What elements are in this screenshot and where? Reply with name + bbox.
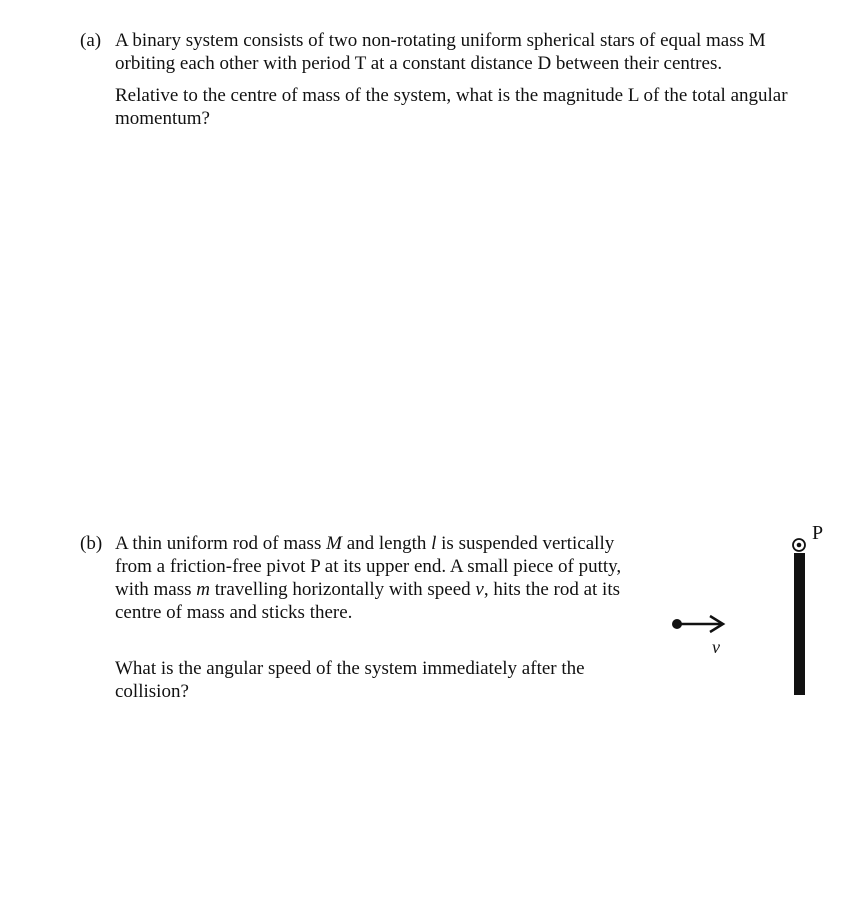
rod — [794, 553, 805, 695]
part-a-p2-line-1: Relative to the centre of mass of the system, what is the magnitude L of the total angular — [115, 85, 788, 106]
part-a-paragraph-2 — [115, 84, 788, 130]
part-b-label: (b) — [80, 533, 103, 554]
part-b-p2-line-2: collision? — [115, 681, 189, 702]
part-b-paragraph-1 — [115, 532, 621, 624]
part-a-p2-line-2: momentum? — [115, 108, 210, 129]
symbol-putty-mass: m — [196, 579, 211, 600]
rod-putty-diagram — [660, 515, 835, 705]
velocity-label: v — [712, 637, 720, 657]
part-b-p2-line-1: What is the angular speed of the system immediately after the — [115, 658, 585, 679]
part-b-p1-line-3 — [115, 578, 621, 601]
text-segment: travelling horizontally with speed — [210, 579, 476, 600]
part-b-p1-line-2: from a friction-free pivot P at its upper end. A small piece of putty, — [115, 556, 622, 577]
text-segment: A thin uniform rod of mass — [115, 533, 327, 554]
text-segment: is suspended vertically — [436, 533, 615, 554]
pivot-dot — [797, 543, 802, 548]
symbol-rod-mass: M — [326, 533, 342, 554]
text-segment: with mass — [115, 579, 197, 600]
symbol-rod-length: l — [431, 533, 437, 554]
part-a-paragraph-1 — [115, 29, 766, 75]
text-segment: and length — [341, 533, 432, 554]
part-a-label: (a) — [80, 30, 102, 51]
part-a-p1-line-1: A binary system consists of two non-rotating uniform spherical stars of equal mass M — [115, 30, 766, 51]
pivot-label: P — [812, 522, 824, 544]
part-b-p1-line-4: centre of mass and sticks there. — [115, 602, 353, 623]
part-b-paragraph-2 — [115, 657, 585, 703]
part-a-p1-line-2: orbiting each other with period T at a constant distance D between their centres. — [115, 53, 723, 74]
symbol-speed: v — [475, 579, 484, 600]
part-b-p1-line-1 — [115, 532, 621, 555]
text-segment: , hits the rod at its — [483, 579, 621, 600]
